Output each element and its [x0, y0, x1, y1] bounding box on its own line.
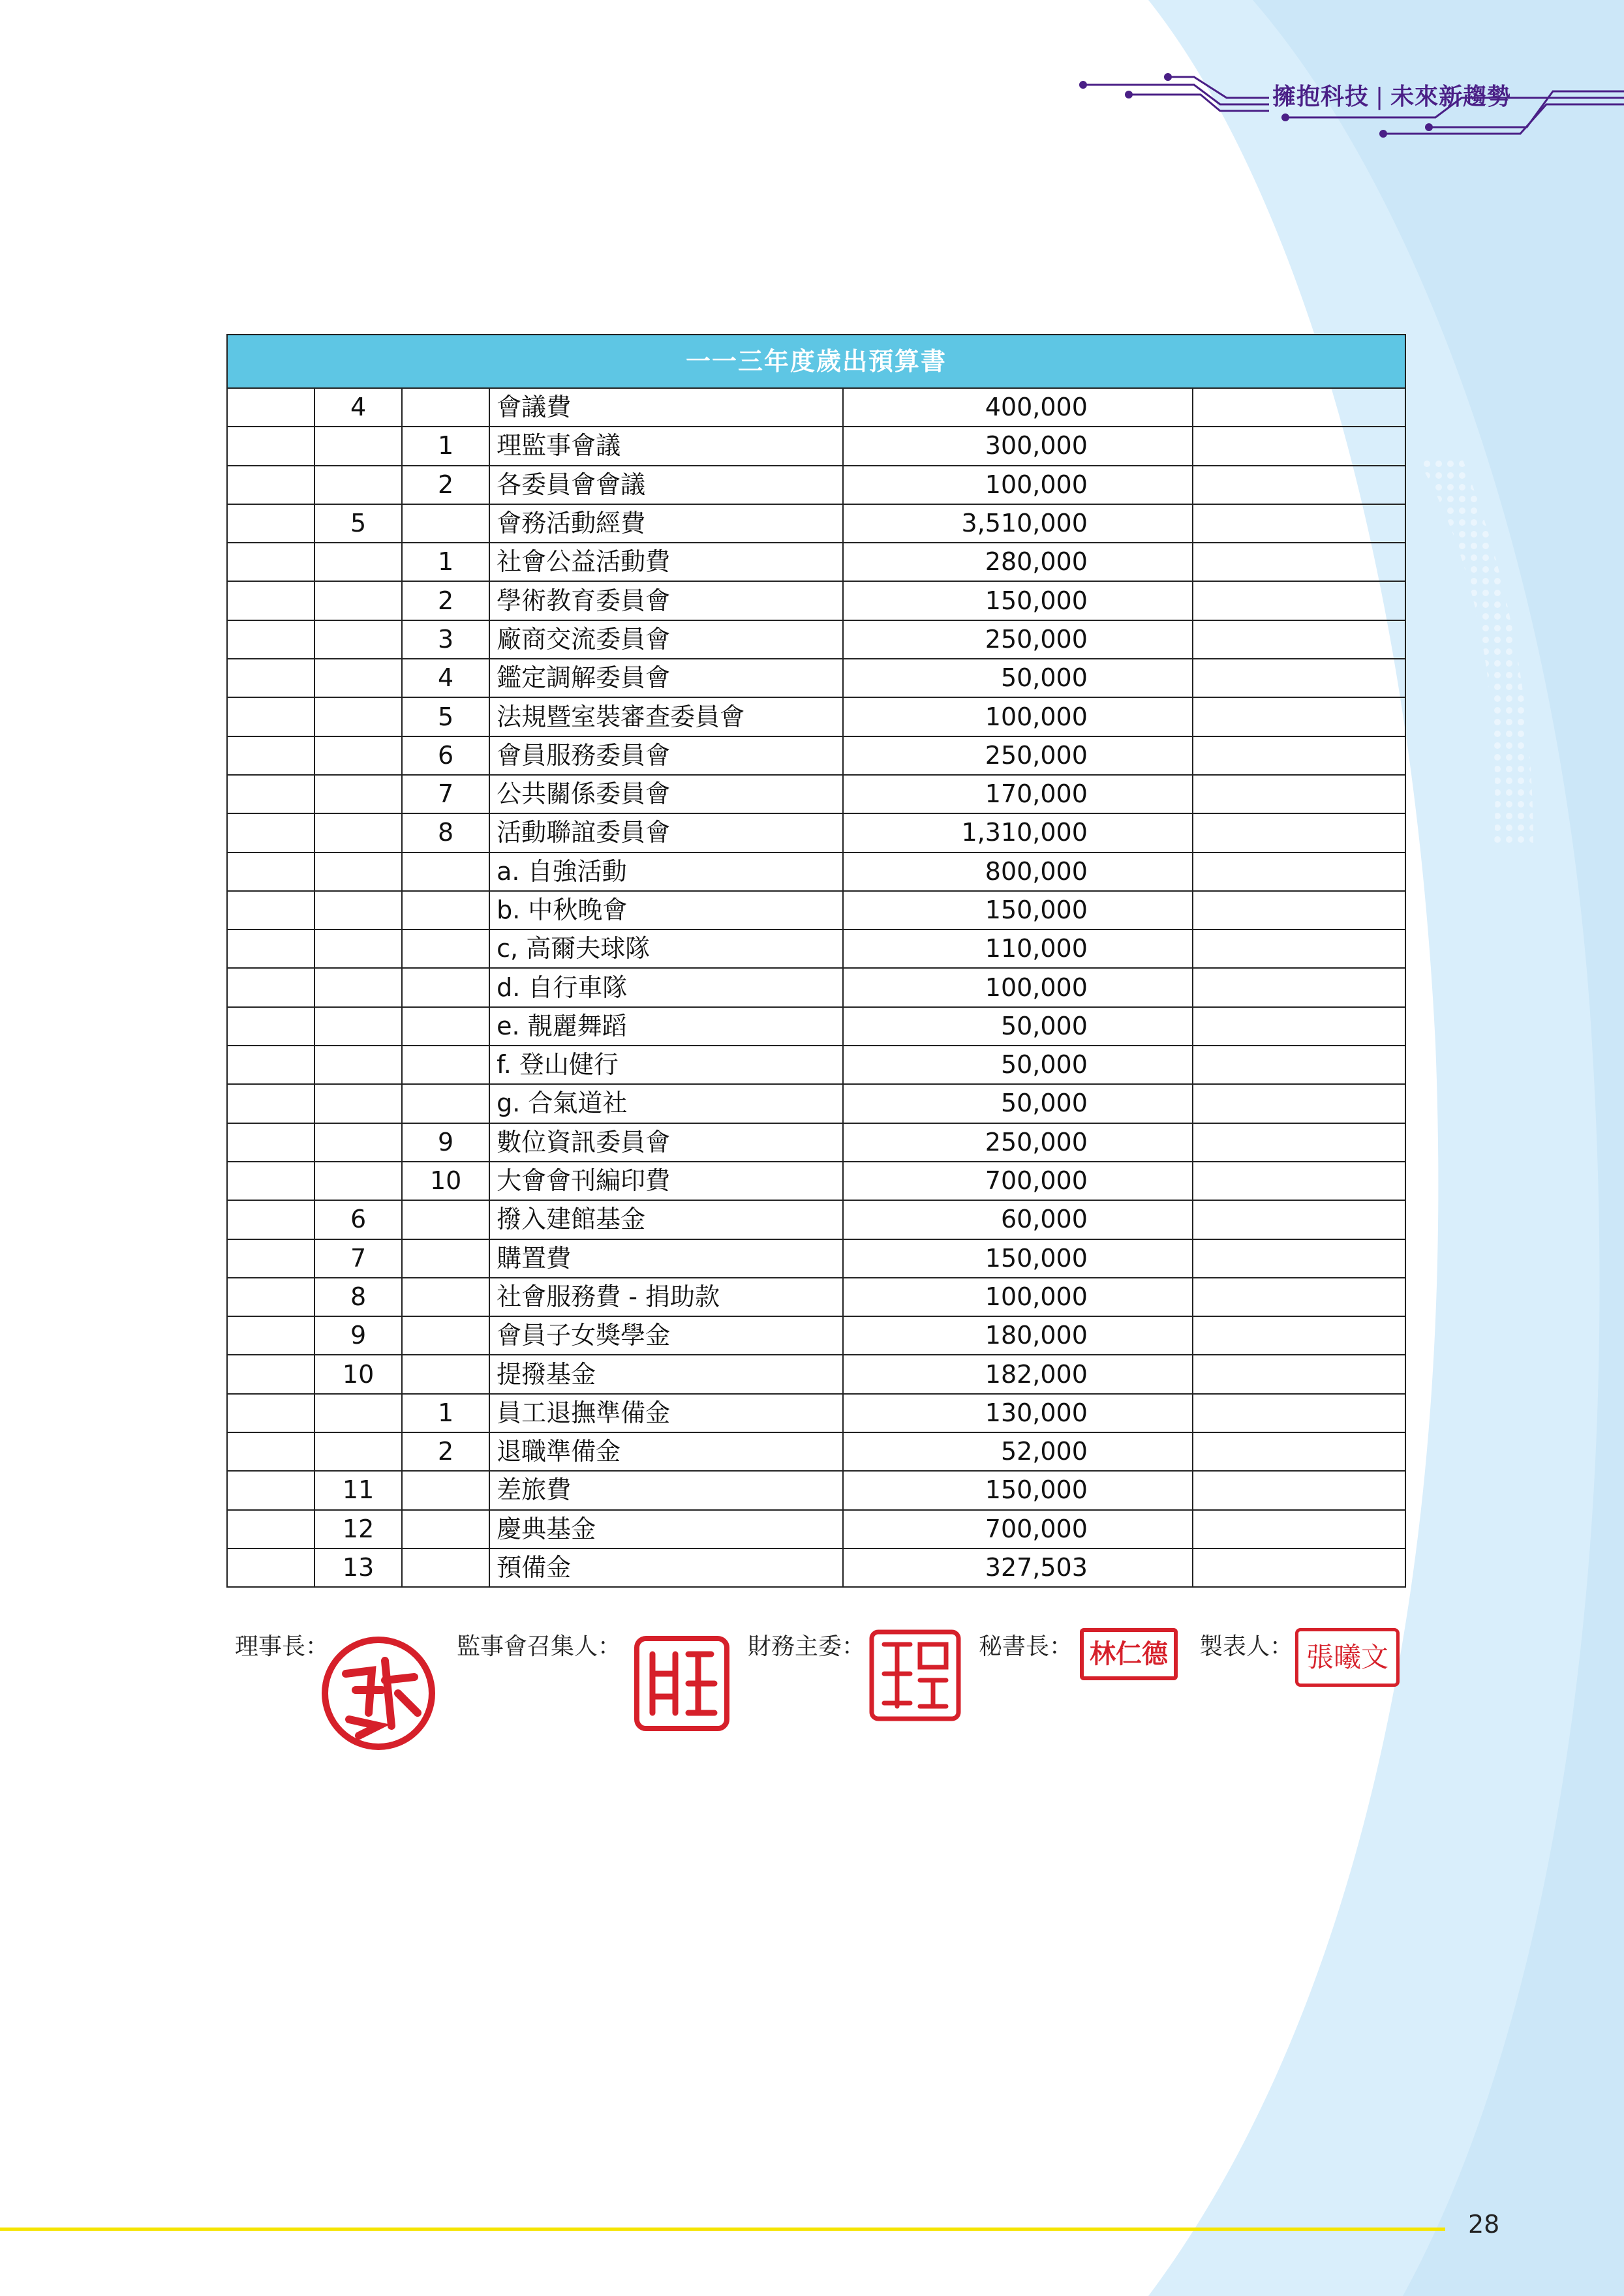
signature-label-supervisor: 監事會召集人：: [457, 1633, 622, 1660]
table-row: [227, 891, 1405, 929]
row-amount: 50,000: [843, 1084, 1193, 1123]
row-note-cell: [1193, 1432, 1405, 1471]
row-item-name: 員工退撫準備金: [489, 1394, 843, 1432]
row-subitem-number: 1: [402, 543, 489, 581]
header-title-right: 未來新趨勢: [1390, 83, 1512, 110]
row-subitem-number: [402, 1471, 489, 1509]
row-subitem-number: 8: [402, 813, 489, 852]
signature-label-finance: 財務主委：: [748, 1633, 866, 1660]
table-row: [227, 813, 1405, 852]
row-subitem-number: 3: [402, 620, 489, 659]
row-amount: 52,000: [843, 1432, 1193, 1471]
row-note-cell: [1193, 427, 1405, 465]
table-row: [227, 1316, 1405, 1355]
row-blank-cell: [227, 891, 314, 929]
table-row: [227, 504, 1405, 543]
row-item-number: 7: [314, 1239, 402, 1278]
table-row: [227, 620, 1405, 659]
row-amount: 110,000: [843, 929, 1193, 968]
row-blank-cell: [227, 697, 314, 736]
row-subitem-number: 2: [402, 1432, 489, 1471]
row-blank-cell: [227, 581, 314, 620]
row-note-cell: [1193, 775, 1405, 813]
signature-label-chairman: 理事長：: [235, 1633, 329, 1660]
row-subitem-number: 2: [402, 581, 489, 620]
row-item-number: 4: [314, 388, 402, 427]
row-item-name: 法規暨室裝審查委員會: [489, 697, 843, 736]
row-note-cell: [1193, 1123, 1405, 1162]
row-note-cell: [1193, 1510, 1405, 1548]
table-row: [227, 697, 1405, 736]
row-item-number: 9: [314, 1316, 402, 1355]
budget-table: [226, 334, 1406, 1588]
row-note-cell: [1193, 1046, 1405, 1084]
row-item-name: 鑑定調解委員會: [489, 659, 843, 697]
row-note-cell: [1193, 968, 1405, 1006]
row-item-number: [314, 891, 402, 929]
row-blank-cell: [227, 736, 314, 775]
row-blank-cell: [227, 1316, 314, 1355]
table-row: [227, 427, 1405, 465]
row-subitem-number: [402, 1548, 489, 1587]
row-item-number: [314, 659, 402, 697]
row-note-cell: [1193, 466, 1405, 504]
row-blank-cell: [227, 1084, 314, 1123]
row-note-cell: [1193, 697, 1405, 736]
row-blank-cell: [227, 1162, 314, 1200]
row-subitem-number: [402, 968, 489, 1006]
row-subitem-number: [402, 853, 489, 891]
row-subitem-number: [402, 1510, 489, 1548]
header-title-left: 擁抱科技: [1272, 83, 1370, 110]
row-amount: 700,000: [843, 1510, 1193, 1548]
row-item-number: [314, 581, 402, 620]
table-row: [227, 1548, 1405, 1587]
row-note-cell: [1193, 929, 1405, 968]
row-note-cell: [1193, 1162, 1405, 1200]
row-item-number: 10: [314, 1355, 402, 1393]
secretary-general-seal-stamp: 林仁德: [1080, 1628, 1178, 1680]
row-amount: 50,000: [843, 1007, 1193, 1046]
row-note-cell: [1193, 1278, 1405, 1316]
row-item-number: [314, 968, 402, 1006]
row-item-number: 12: [314, 1510, 402, 1548]
row-item-name: c, 高爾夫球隊: [489, 929, 843, 968]
row-item-name: 社會服務費 - 捐助款: [489, 1278, 843, 1316]
row-item-number: [314, 1432, 402, 1471]
signature-label-preparer: 製表人：: [1199, 1633, 1294, 1660]
row-note-cell: [1193, 1394, 1405, 1432]
row-note-cell: [1193, 853, 1405, 891]
row-item-name: 會員服務委員會: [489, 736, 843, 775]
row-item-name: 慶典基金: [489, 1510, 843, 1548]
table-row: [227, 929, 1405, 968]
row-blank-cell: [227, 1200, 314, 1239]
signature-row: [235, 1628, 1409, 1752]
row-blank-cell: [227, 1394, 314, 1432]
row-item-number: [314, 853, 402, 891]
row-subitem-number: [402, 929, 489, 968]
signature-label-secretary-general: 秘書長：: [979, 1633, 1073, 1660]
row-amount: 300,000: [843, 427, 1193, 465]
chairman-seal-stamp-icon: [320, 1635, 437, 1752]
row-amount: 100,000: [843, 466, 1193, 504]
row-subitem-number: [402, 1007, 489, 1046]
row-item-number: 11: [314, 1471, 402, 1509]
table-row: [227, 543, 1405, 581]
row-subitem-number: 5: [402, 697, 489, 736]
row-item-name: b. 中秋晚會: [489, 891, 843, 929]
row-blank-cell: [227, 1046, 314, 1084]
row-item-number: [314, 775, 402, 813]
row-item-name: 廠商交流委員會: [489, 620, 843, 659]
row-subitem-number: 9: [402, 1123, 489, 1162]
row-amount: 100,000: [843, 1278, 1193, 1316]
row-item-name: 公共關係委員會: [489, 775, 843, 813]
table-row: [227, 1200, 1405, 1239]
row-note-cell: [1193, 504, 1405, 543]
footer-line: [0, 2228, 1445, 2231]
row-note-cell: [1193, 620, 1405, 659]
row-note-cell: [1193, 543, 1405, 581]
table-row: [227, 736, 1405, 775]
row-amount: 3,510,000: [843, 504, 1193, 543]
page-number: 28: [1468, 2210, 1500, 2239]
row-amount: 100,000: [843, 968, 1193, 1006]
table-row: [227, 1510, 1405, 1548]
row-subitem-number: [402, 1084, 489, 1123]
row-item-number: [314, 1084, 402, 1123]
row-item-number: [314, 543, 402, 581]
row-blank-cell: [227, 1007, 314, 1046]
row-note-cell: [1193, 1007, 1405, 1046]
row-item-number: [314, 813, 402, 852]
row-blank-cell: [227, 1355, 314, 1393]
row-item-name: 差旅費: [489, 1471, 843, 1509]
row-amount: 150,000: [843, 1239, 1193, 1278]
row-amount: 150,000: [843, 891, 1193, 929]
table-row: [227, 1046, 1405, 1084]
table-row: [227, 775, 1405, 813]
row-item-number: 13: [314, 1548, 402, 1587]
row-item-number: 6: [314, 1200, 402, 1239]
header-title: [1272, 78, 1511, 112]
row-amount: 280,000: [843, 543, 1193, 581]
table-row: [227, 1394, 1405, 1432]
row-note-cell: [1193, 736, 1405, 775]
row-item-number: [314, 929, 402, 968]
table-row: [227, 388, 1405, 427]
row-amount: 180,000: [843, 1316, 1193, 1355]
table-row: [227, 1355, 1405, 1393]
row-item-name: 預備金: [489, 1548, 843, 1587]
row-amount: 150,000: [843, 1471, 1193, 1509]
row-blank-cell: [227, 466, 314, 504]
row-subitem-number: [402, 1046, 489, 1084]
row-subitem-number: 1: [402, 427, 489, 465]
table-row: [227, 1084, 1405, 1123]
row-blank-cell: [227, 1432, 314, 1471]
row-blank-cell: [227, 929, 314, 968]
table-title: 一一三年度歲出預算書: [227, 335, 1405, 388]
row-blank-cell: [227, 1239, 314, 1278]
row-item-number: [314, 466, 402, 504]
row-item-number: [314, 697, 402, 736]
row-note-cell: [1193, 1355, 1405, 1393]
row-subitem-number: 4: [402, 659, 489, 697]
row-item-name: 數位資訊委員會: [489, 1123, 843, 1162]
row-item-name: 會議費: [489, 388, 843, 427]
row-note-cell: [1193, 1548, 1405, 1587]
row-item-number: [314, 736, 402, 775]
row-subitem-number: [402, 1200, 489, 1239]
row-item-number: [314, 1007, 402, 1046]
row-note-cell: [1193, 891, 1405, 929]
row-item-name: 會務活動經費: [489, 504, 843, 543]
row-item-number: [314, 1123, 402, 1162]
row-item-name: 學術教育委員會: [489, 581, 843, 620]
row-note-cell: [1193, 659, 1405, 697]
table-row: [227, 659, 1405, 697]
row-subitem-number: [402, 1239, 489, 1278]
table-row: [227, 1007, 1405, 1046]
row-amount: 50,000: [843, 1046, 1193, 1084]
row-amount: 182,000: [843, 1355, 1193, 1393]
row-note-cell: [1193, 1084, 1405, 1123]
row-blank-cell: [227, 968, 314, 1006]
row-amount: 170,000: [843, 775, 1193, 813]
row-note-cell: [1193, 1200, 1405, 1239]
row-blank-cell: [227, 427, 314, 465]
table-row: [227, 1123, 1405, 1162]
row-item-number: [314, 1046, 402, 1084]
row-blank-cell: [227, 1278, 314, 1316]
row-amount: 250,000: [843, 736, 1193, 775]
row-amount: 800,000: [843, 853, 1193, 891]
row-blank-cell: [227, 853, 314, 891]
row-blank-cell: [227, 1510, 314, 1548]
table-row: [227, 1162, 1405, 1200]
row-note-cell: [1193, 1471, 1405, 1509]
row-item-name: 退職準備金: [489, 1432, 843, 1471]
row-item-name: e. 靚麗舞蹈: [489, 1007, 843, 1046]
row-item-number: [314, 1162, 402, 1200]
table-row: [227, 1239, 1405, 1278]
row-subitem-number: 10: [402, 1162, 489, 1200]
row-item-number: 8: [314, 1278, 402, 1316]
row-note-cell: [1193, 388, 1405, 427]
table-row: [227, 466, 1405, 504]
row-subitem-number: [402, 1316, 489, 1355]
row-item-number: 5: [314, 504, 402, 543]
row-subitem-number: [402, 1355, 489, 1393]
row-item-name: a. 自強活動: [489, 853, 843, 891]
row-item-name: 提撥基金: [489, 1355, 843, 1393]
row-amount: 250,000: [843, 1123, 1193, 1162]
row-blank-cell: [227, 543, 314, 581]
row-subitem-number: 6: [402, 736, 489, 775]
row-item-number: [314, 427, 402, 465]
row-item-name: 活動聯誼委員會: [489, 813, 843, 852]
table-row: [227, 968, 1405, 1006]
table-row: [227, 1278, 1405, 1316]
row-subitem-number: [402, 891, 489, 929]
row-blank-cell: [227, 1471, 314, 1509]
row-subitem-number: 1: [402, 1394, 489, 1432]
row-blank-cell: [227, 388, 314, 427]
row-blank-cell: [227, 504, 314, 543]
row-subitem-number: [402, 388, 489, 427]
row-blank-cell: [227, 620, 314, 659]
row-amount: 1,310,000: [843, 813, 1193, 852]
row-amount: 100,000: [843, 697, 1193, 736]
row-subitem-number: 2: [402, 466, 489, 504]
row-note-cell: [1193, 1316, 1405, 1355]
finance-seal-stamp-icon: [868, 1628, 962, 1723]
row-amount: 50,000: [843, 659, 1193, 697]
row-amount: 700,000: [843, 1162, 1193, 1200]
row-amount: 250,000: [843, 620, 1193, 659]
row-amount: 400,000: [843, 388, 1193, 427]
row-blank-cell: [227, 1123, 314, 1162]
row-item-name: g. 合氣道社: [489, 1084, 843, 1123]
row-note-cell: [1193, 1239, 1405, 1278]
table-row: [227, 853, 1405, 891]
row-subitem-number: [402, 504, 489, 543]
row-amount: 327,503: [843, 1548, 1193, 1587]
row-subitem-number: [402, 1278, 489, 1316]
row-item-name: f. 登山健行: [489, 1046, 843, 1084]
row-blank-cell: [227, 775, 314, 813]
row-item-name: d. 自行車隊: [489, 968, 843, 1006]
row-subitem-number: 7: [402, 775, 489, 813]
row-item-name: 會員子女獎學金: [489, 1316, 843, 1355]
row-note-cell: [1193, 813, 1405, 852]
row-amount: 150,000: [843, 581, 1193, 620]
row-blank-cell: [227, 1548, 314, 1587]
row-amount: 130,000: [843, 1394, 1193, 1432]
table-row: [227, 1471, 1405, 1509]
row-note-cell: [1193, 581, 1405, 620]
row-item-name: 購置費: [489, 1239, 843, 1278]
row-item-name: 社會公益活動費: [489, 543, 843, 581]
row-item-number: [314, 1394, 402, 1432]
row-item-name: 各委員會會議: [489, 466, 843, 504]
row-item-name: 大會會刊編印費: [489, 1162, 843, 1200]
row-amount: 60,000: [843, 1200, 1193, 1239]
row-item-number: [314, 620, 402, 659]
row-blank-cell: [227, 659, 314, 697]
row-item-name: 撥入建館基金: [489, 1200, 843, 1239]
row-item-name: 理監事會議: [489, 427, 843, 465]
table-row: [227, 581, 1405, 620]
header-separator: |: [1375, 83, 1385, 110]
preparer-seal-stamp: 張曦文: [1295, 1628, 1400, 1687]
table-row: [227, 1432, 1405, 1471]
supervisor-seal-stamp-icon: [633, 1635, 731, 1732]
row-blank-cell: [227, 813, 314, 852]
